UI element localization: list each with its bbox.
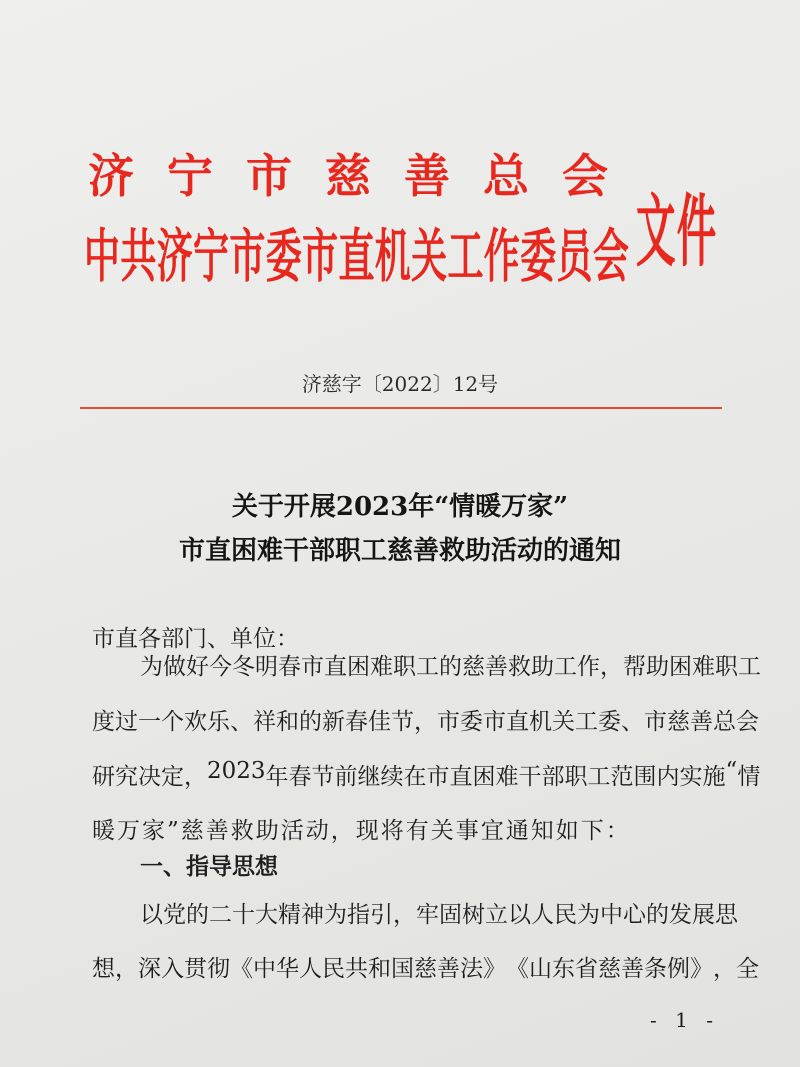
red-divider bbox=[80, 407, 722, 409]
title-line-1: 关于开展2023年“情暖万家” bbox=[231, 492, 569, 522]
para2-line: 以 党 的 二 十 大 精 神 为 指 引 ， 牢 固 树 立 以 人 民 为 中 心 的 发 展 思 bbox=[140, 902, 738, 928]
document-type-label: 文件 bbox=[636, 185, 718, 278]
issuer-line-party-committee: 中 共 济 宁 市 委 市 直 机 关 工 作 委 员 会 bbox=[84, 224, 629, 291]
para1-line: 度 过 一 个 欢 乐 、 祥 和 的 新 春 佳 节 ， 市 委 市 直 机 关 工 委 、 市 慈 善 总 会 bbox=[92, 709, 759, 735]
document-number: 济慈字〔2022〕12号 bbox=[301, 372, 499, 396]
page-number: - 1 - bbox=[650, 1008, 719, 1032]
issuer-line-charity-federation: 济 宁 市 慈 善 总 会 bbox=[88, 149, 608, 203]
para1-line: 研 究 决 定 ， 2023 年 春 节 前 继 续 在 市 直 困 难 干 部 职 工 范 围 内 实 施 “ 情 bbox=[92, 758, 761, 790]
salutation: 市直各部门、单位： bbox=[92, 626, 299, 652]
para1-line-last: 暖万家”慈善救助活动，现将有关事宜通知如下： bbox=[92, 818, 631, 844]
para2-line: 想 ， 深 入 贯 彻 《 中 华 人 民 共 和 国 慈 善 法 》 《 山 东 省 慈 善 条 例 》 ， 全 bbox=[92, 956, 759, 982]
title-line-2: 市直困难干部职工慈善救助活动的通知 bbox=[178, 536, 621, 566]
para1-line: 为 做 好 今 冬 明 春 市 直 困 难 职 工 的 慈 善 救 助 工 作 ， 帮 助 困 难 职 工 bbox=[140, 654, 761, 680]
section-heading: 一、指导思想 bbox=[140, 854, 278, 880]
